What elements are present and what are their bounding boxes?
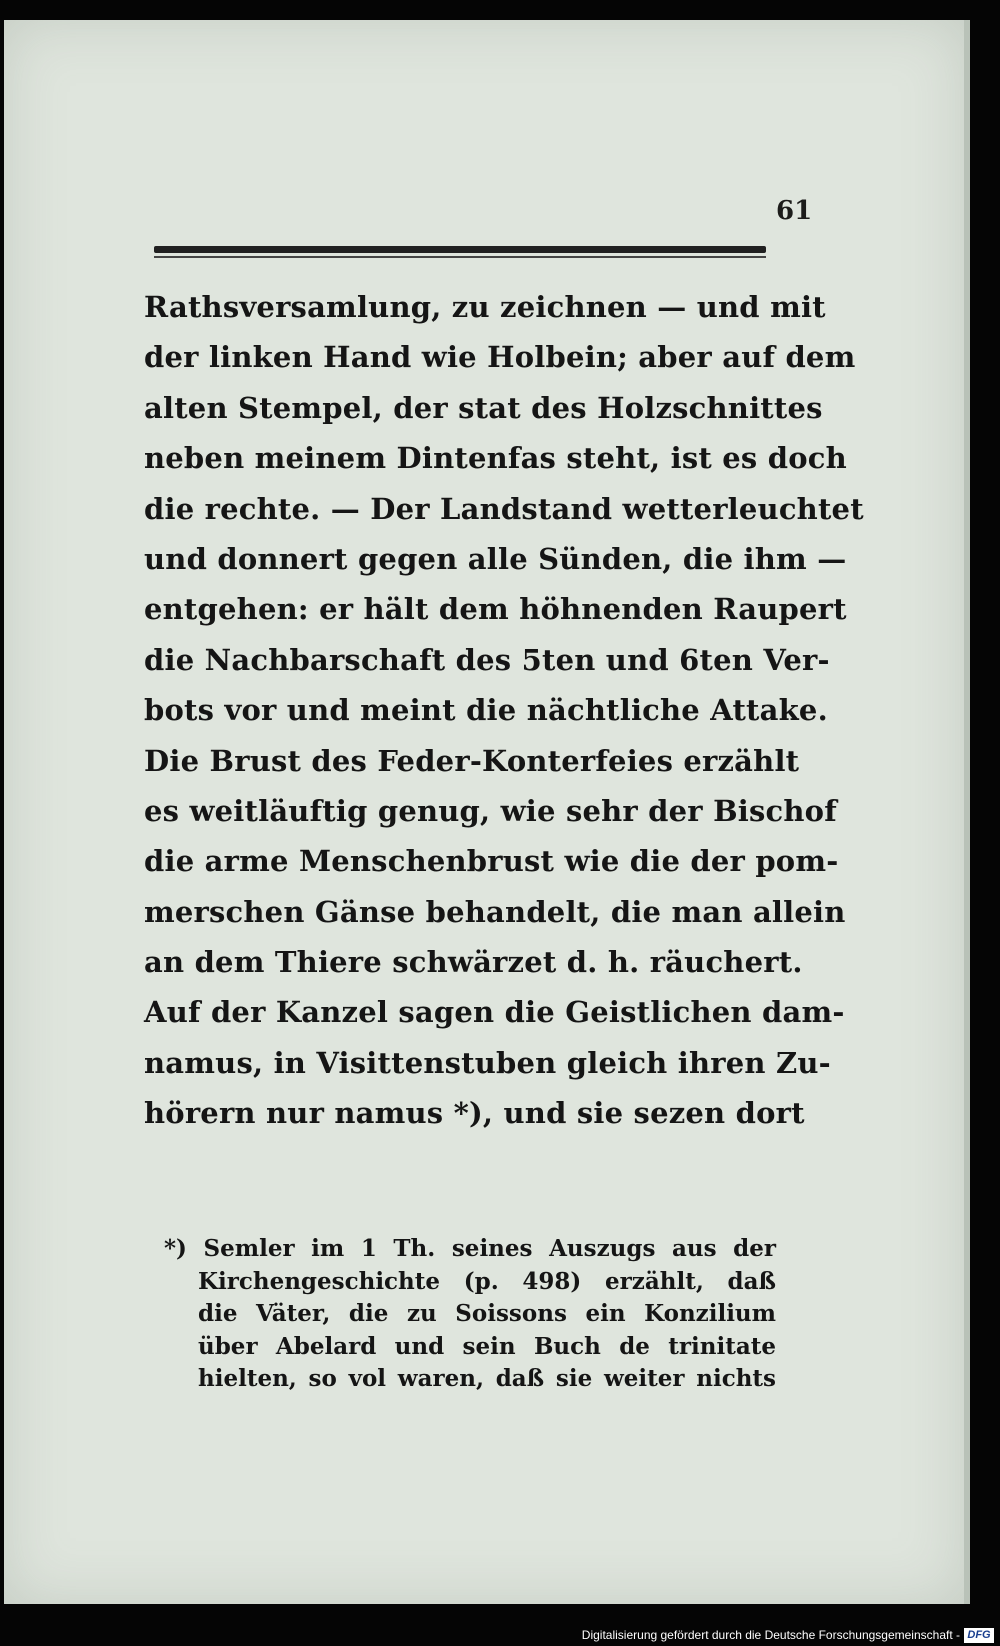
body-text	[144, 282, 864, 1139]
footnote-line: über Abelard und sein Buch de trinitate	[198, 1332, 776, 1360]
text-line: merschen Gänse behandelt, die man allein	[144, 894, 846, 929]
dfg-logo: DFG	[964, 1628, 994, 1643]
text-line: bots vor und meint die nächtliche Attake.	[144, 693, 828, 728]
header-rule-thin	[154, 256, 766, 258]
text-line: es weitläuftig genug, wie sehr der Bischof	[144, 793, 837, 828]
footnote-line: Kirchengeschichte (p. 498) erzählt, daß	[198, 1267, 776, 1295]
footnote	[164, 1233, 776, 1396]
page-number: 61	[776, 196, 813, 226]
footnote-line: *) Semler im 1 Th. seines Auszugs aus der	[164, 1235, 776, 1262]
text-line: die rechte. — Der Landstand wetterleuchtet	[144, 491, 864, 526]
text-line: an dem Thiere schwärzet d. h. räuchert.	[144, 945, 803, 980]
book-page	[4, 20, 970, 1604]
text-line: Die Brust des Feder-Konterfeies erzählt	[144, 743, 800, 778]
text-line: hörern nur namus *), und sie sezen dort	[144, 1096, 805, 1131]
text-line: und donnert gegen alle Sünden, die ihm —	[144, 541, 847, 576]
text-line: die arme Menschenbrust wie die der pom-	[144, 844, 839, 879]
text-line: die Nachbarschaft des 5ten und 6ten Ver-	[144, 642, 830, 677]
text-line: der linken Hand wie Holbein; aber auf dem	[144, 340, 856, 375]
text-line: entgehen: er hält dem höhnenden Raupert	[144, 592, 847, 627]
header-rule	[154, 246, 766, 253]
text-line: Auf der Kanzel sagen die Geistlichen dam-	[144, 995, 845, 1030]
text-line: alten Stempel, der stat des Holzschnittes	[144, 390, 823, 425]
text-line: neben meinem Dintenfas steht, ist es doch	[144, 441, 847, 476]
footnote-line: die Väter, die zu Soissons ein Konzilium	[198, 1300, 776, 1327]
digitization-credit: Digitalisierung gefördert durch die Deutsche Forschungsgemeinschaft -	[581, 1628, 960, 1642]
text-line: namus, in Visittenstuben gleich ihren Zu-	[144, 1045, 831, 1080]
text-line: Rathsversamlung, zu zeichnen — und mit	[144, 290, 826, 324]
footnote-line: hielten, so vol waren, daß sie weiter nichts	[198, 1365, 776, 1392]
